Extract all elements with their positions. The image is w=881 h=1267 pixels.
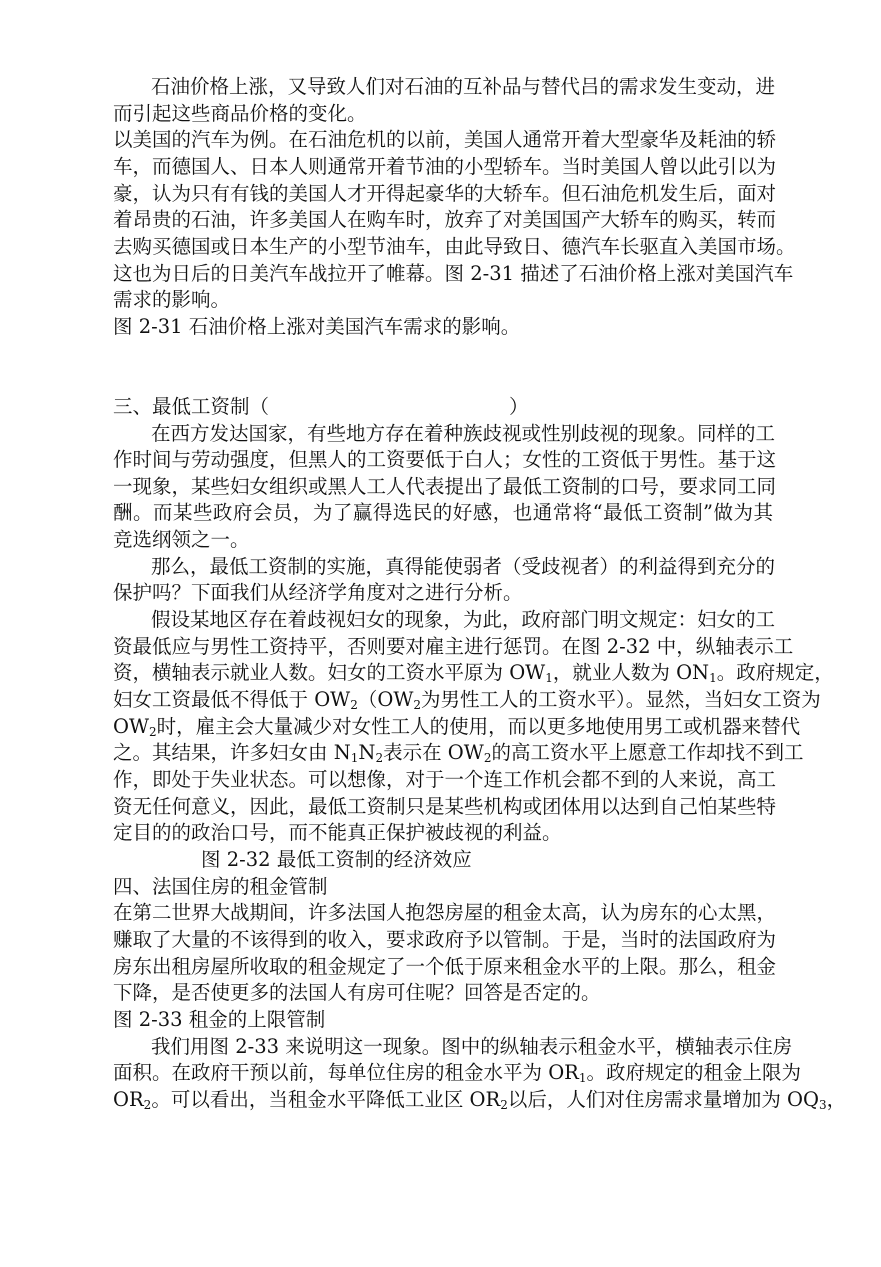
paragraph-line: 下降，是否使更多的法国人有房可住呢？回答是否定的。 bbox=[113, 981, 601, 1004]
paragraph-line: 资无任何意义，因此，最低工资制只是某些机构或团体用以达到自己怕某些特 bbox=[113, 795, 777, 818]
paragraph-line: 一现象，某些妇女组织或黑人工人代表提出了最低工资制的口号，要求同工同 bbox=[113, 475, 777, 498]
paragraph-line: 在西方发达国家，有些地方存在着种族歧视或性别歧视的现象。同样的工 bbox=[151, 422, 776, 445]
paragraph-line: 而引起这些商品价格的变化。 bbox=[113, 102, 367, 125]
paragraph-line: 在第二世界大战期间，许多法国人抱怨房屋的租金太高，认为房东的心太黑， bbox=[113, 901, 777, 924]
paragraph-line: 保护吗？下面我们从经济学角度对之进行分析。 bbox=[113, 581, 523, 604]
paragraph-line: 以美国的汽车为例。在石油危机的以前，美国人通常开着大型豪华及耗油的轿 bbox=[113, 128, 777, 151]
paragraph-line: 车，而德国人、日本人则通常开着节油的小型轿车。当时美国人曾以此引以为 bbox=[113, 155, 777, 178]
paragraph-line bbox=[113, 1060, 802, 1086]
paragraph-line bbox=[113, 687, 821, 713]
paragraph-line bbox=[113, 660, 834, 686]
subscript: 2 bbox=[483, 751, 492, 765]
section-heading: 四、法国住房的租金管制 bbox=[113, 875, 328, 898]
text-run: 。可以看出，当租金水平降低工业区 OR bbox=[151, 1088, 501, 1111]
paragraph-line: 我们用图 2-33 来说明这一现象。图中的纵轴表示租金水平，横轴表示住房 bbox=[151, 1035, 793, 1058]
heading-paren: ） bbox=[509, 395, 529, 418]
paragraph-line: 房东出租房屋所收取的租金规定了一个低于原来租金水平的上限。那么，租金 bbox=[113, 955, 777, 978]
text-run: （OW bbox=[357, 688, 414, 711]
paragraph-line: 酬。而某些政府会员，为了赢得选民的好感，也通常将“最低工资制”做为其 bbox=[113, 501, 773, 524]
paragraph-line: 竞选纲领之一。 bbox=[113, 528, 250, 551]
subscript: 1 bbox=[350, 751, 359, 765]
subscript: 2 bbox=[350, 698, 358, 712]
paragraph-line: 作，即处于失业状态。可以想像，对于一个连工作机会都不到的人来说，高工 bbox=[113, 768, 777, 791]
paragraph-line: 豪，认为只有有钱的美国人才开得起豪华的大轿车。但石油危机发生后，面对 bbox=[113, 182, 777, 205]
text-run: 面积。在政府干预以前，每单位住房的租金水平为 OR bbox=[113, 1061, 579, 1084]
paragraph-line: 赚取了大量的不该得到的收入，要求政府予以管制。于是，当时的法国政府为 bbox=[113, 928, 777, 951]
subscript: 1 bbox=[709, 671, 717, 685]
text-run: 。政府规定的租金上限为 bbox=[586, 1061, 802, 1084]
heading-text: 三、最低工资制（ bbox=[113, 395, 270, 418]
paragraph-line: 那么，最低工资制的实施，真得能使弱者（受歧视者）的利益得到充分的 bbox=[151, 555, 776, 578]
text-run: 的高工资水平上愿意工作却找不到工 bbox=[491, 741, 804, 764]
text-run: OR bbox=[113, 1088, 144, 1111]
paragraph-line: 假设某地区存在着歧视妇女的现象，为此，政府部门明文规定：妇女的工 bbox=[151, 608, 776, 631]
text-run: 时，雇主会大量减少对女性工人的使用，而以更多地使用男工或机器来替代 bbox=[156, 715, 801, 738]
section-heading bbox=[113, 394, 773, 420]
subscript: 2 bbox=[413, 698, 422, 712]
figure-caption: 图 2-31 石油价格上涨对美国汽车需求的影响。 bbox=[113, 315, 521, 338]
paragraph-line: 去购买德国或日本生产的小型节油车，由此导致日、德汽车长驱直入美国市场。 bbox=[113, 235, 796, 258]
paragraph-line: 石油价格上涨，又导致人们对石油的互补品与替代吕的需求发生变动，进 bbox=[151, 75, 776, 98]
text-run: 。政府规定， bbox=[716, 661, 834, 684]
subscript: 1 bbox=[578, 1071, 587, 1085]
paragraph-line bbox=[113, 714, 801, 740]
paragraph-line: 资最低应与男性工资持平，否则要对雇主进行惩罚。在图 2-32 中，纵轴表示工 bbox=[113, 635, 794, 658]
text-run: 以后，人们对住房需求量增加为 OQ bbox=[507, 1088, 819, 1111]
paragraph-line: 着昂贵的石油，许多美国人在购车时，放弃了对美国国产大轿车的购买，转而 bbox=[113, 208, 777, 231]
text-run: 表示在 OW bbox=[383, 741, 484, 764]
subscript: 2 bbox=[149, 725, 157, 739]
paragraph-line: 作时间与劳动强度，但黑人的工资要低于白人；女性的工资低于男性。基于这 bbox=[113, 448, 777, 471]
paragraph-line bbox=[113, 740, 804, 766]
figure-caption: 图 2-33 租金的上限管制 bbox=[113, 1008, 326, 1031]
paragraph-line: 这也为日后的日美汽车战拉开了帷幕。图 2-31 描述了石油价格上涨对美国汽车 bbox=[113, 262, 794, 285]
subscript: 1 bbox=[545, 671, 553, 685]
figure-caption: 图 2-32 最低工资制的经济效应 bbox=[201, 848, 472, 871]
text-run: N bbox=[358, 741, 376, 764]
subscript: 3 bbox=[819, 1098, 827, 1112]
paragraph-line: 需求的影响。 bbox=[113, 288, 231, 311]
subscript: 2 bbox=[375, 751, 384, 765]
text-run: 妇女工资最低不得低于 OW bbox=[113, 688, 351, 711]
text-run: ，就业人数为 ON bbox=[552, 661, 710, 684]
subscript: 2 bbox=[500, 1098, 508, 1112]
paragraph-line: 定目的的政治口号，而不能真正保护被歧视的利益。 bbox=[113, 821, 562, 844]
subscript: 2 bbox=[143, 1098, 152, 1112]
text-run: ， bbox=[826, 1088, 847, 1111]
text-run: 之。其结果，许多妇女由 N bbox=[113, 741, 351, 764]
text-run: OW bbox=[113, 715, 150, 738]
paragraph-line bbox=[113, 1087, 847, 1113]
text-run: 为男性工人的工资水平）。显然，当妇女工资为 bbox=[421, 688, 821, 711]
text-run: 资，横轴表示就业人数。妇女的工资水平原为 OW bbox=[113, 661, 546, 684]
